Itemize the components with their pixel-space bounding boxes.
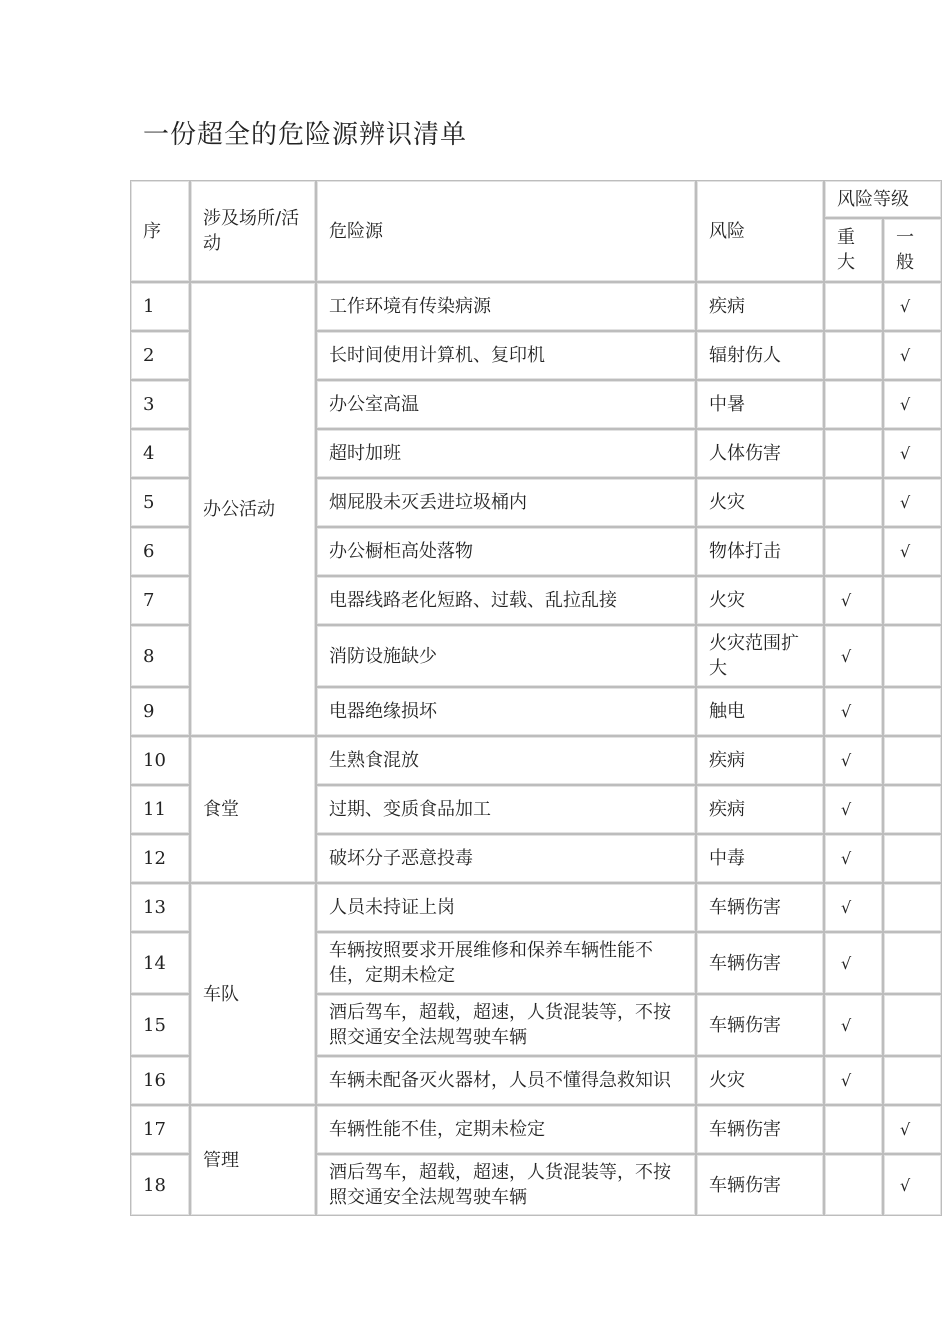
row-seq: 8 [130, 625, 190, 687]
row-seq: 14 [130, 932, 190, 994]
row-risk: 火灾范围扩大 [696, 625, 824, 687]
row-risk: 物体打击 [696, 527, 824, 576]
row-hazard: 办公室高温 [316, 380, 696, 429]
row-risk: 车辆伤害 [696, 1105, 824, 1154]
general-level-mark: √ [883, 380, 942, 429]
row-hazard: 破坏分子恶意投毒 [316, 834, 696, 883]
row-seq: 4 [130, 429, 190, 478]
row-risk: 车辆伤害 [696, 1154, 824, 1216]
major-level-mark: √ [824, 883, 883, 932]
row-hazard: 消防设施缺少 [316, 625, 696, 687]
general-level-mark [883, 785, 942, 834]
general-level-mark [883, 834, 942, 883]
major-level-mark [824, 527, 883, 576]
row-hazard: 烟屁股未灭丢进垃圾桶内 [316, 478, 696, 527]
row-hazard: 车辆未配备灭火器材，人员不懂得急救知识 [316, 1056, 696, 1105]
row-hazard: 过期、变质食品加工 [316, 785, 696, 834]
row-risk: 辐射伤人 [696, 331, 824, 380]
major-level-mark [824, 429, 883, 478]
header-activity: 涉及场所/活动 [190, 180, 316, 282]
major-level-mark: √ [824, 736, 883, 785]
general-level-mark [883, 736, 942, 785]
header-seq: 序 [130, 180, 190, 282]
major-level-mark: √ [824, 994, 883, 1056]
row-seq: 2 [130, 331, 190, 380]
row-risk: 车辆伤害 [696, 994, 824, 1056]
major-level-mark: √ [824, 834, 883, 883]
header-major: 重大 [824, 218, 883, 282]
row-risk: 车辆伤害 [696, 883, 824, 932]
row-risk: 疾病 [696, 736, 824, 785]
row-risk: 火灾 [696, 576, 824, 625]
general-level-mark [883, 625, 942, 687]
general-level-mark [883, 687, 942, 736]
major-level-mark [824, 331, 883, 380]
general-level-mark: √ [883, 1154, 942, 1216]
general-level-mark: √ [883, 331, 942, 380]
major-level-mark [824, 478, 883, 527]
row-hazard: 超时加班 [316, 429, 696, 478]
major-level-mark: √ [824, 687, 883, 736]
row-risk: 火灾 [696, 1056, 824, 1105]
row-hazard: 办公橱柜高处落物 [316, 527, 696, 576]
table-body [130, 282, 942, 1216]
row-risk: 疾病 [696, 785, 824, 834]
general-level-mark: √ [883, 282, 942, 331]
row-hazard: 生熟食混放 [316, 736, 696, 785]
major-level-mark: √ [824, 932, 883, 994]
row-seq: 12 [130, 834, 190, 883]
header-risk-level: 风险等级 [824, 180, 942, 218]
header-risk: 风险 [696, 180, 824, 282]
major-level-mark: √ [824, 1056, 883, 1105]
document-title: 一份超全的危险源辨识清单 [143, 120, 468, 150]
general-level-mark [883, 883, 942, 932]
header-general: 一般 [883, 218, 942, 282]
row-hazard: 酒后驾车，超载，超速，人货混装等，不按照交通安全法规驾驶车辆 [316, 994, 696, 1056]
row-seq: 6 [130, 527, 190, 576]
header-hazard: 危险源 [316, 180, 696, 282]
row-hazard: 车辆性能不佳，定期未检定 [316, 1105, 696, 1154]
general-level-mark: √ [883, 478, 942, 527]
row-hazard: 车辆按照要求开展维修和保养车辆性能不佳，定期未检定 [316, 932, 696, 994]
row-seq: 18 [130, 1154, 190, 1216]
row-hazard: 电器线路老化短路、过载、乱拉乱接 [316, 576, 696, 625]
row-hazard: 人员未持证上岗 [316, 883, 696, 932]
row-hazard: 长时间使用计算机、复印机 [316, 331, 696, 380]
general-level-mark [883, 994, 942, 1056]
row-activity: 食堂 [190, 736, 316, 883]
table-row [130, 1105, 942, 1154]
row-hazard: 电器绝缘损坏 [316, 687, 696, 736]
row-hazard: 酒后驾车，超载，超速，人货混装等，不按照交通安全法规驾驶车辆 [316, 1154, 696, 1216]
row-seq: 16 [130, 1056, 190, 1105]
row-risk: 中毒 [696, 834, 824, 883]
general-level-mark: √ [883, 1105, 942, 1154]
general-level-mark [883, 576, 942, 625]
row-seq: 7 [130, 576, 190, 625]
major-level-mark [824, 1154, 883, 1216]
table-row [130, 736, 942, 785]
row-hazard: 工作环境有传染病源 [316, 282, 696, 331]
row-activity: 管理 [190, 1105, 316, 1216]
row-activity: 车队 [190, 883, 316, 1105]
row-seq: 5 [130, 478, 190, 527]
row-seq: 13 [130, 883, 190, 932]
row-activity: 办公活动 [190, 282, 316, 736]
row-seq: 3 [130, 380, 190, 429]
major-level-mark: √ [824, 576, 883, 625]
general-level-mark [883, 1056, 942, 1105]
major-level-mark [824, 282, 883, 331]
general-level-mark: √ [883, 429, 942, 478]
row-seq: 15 [130, 994, 190, 1056]
row-risk: 火灾 [696, 478, 824, 527]
row-seq: 10 [130, 736, 190, 785]
row-seq: 11 [130, 785, 190, 834]
row-risk: 人体伤害 [696, 429, 824, 478]
row-seq: 1 [130, 282, 190, 331]
hazard-identification-table [130, 180, 942, 1216]
major-level-mark [824, 1105, 883, 1154]
row-seq: 17 [130, 1105, 190, 1154]
row-seq: 9 [130, 687, 190, 736]
major-level-mark: √ [824, 785, 883, 834]
row-risk: 车辆伤害 [696, 932, 824, 994]
table-row [130, 282, 942, 331]
row-risk: 疾病 [696, 282, 824, 331]
general-level-mark: √ [883, 527, 942, 576]
row-risk: 触电 [696, 687, 824, 736]
major-level-mark: √ [824, 625, 883, 687]
major-level-mark [824, 380, 883, 429]
row-risk: 中暑 [696, 380, 824, 429]
general-level-mark [883, 932, 942, 994]
table-row [130, 883, 942, 932]
